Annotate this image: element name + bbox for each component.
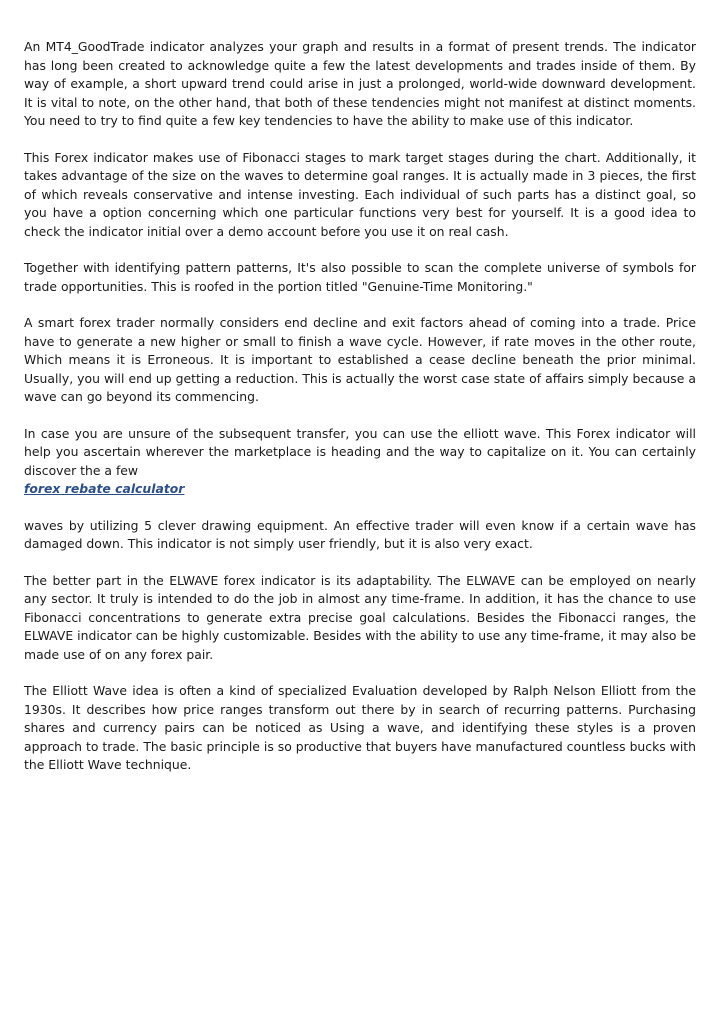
article-body xyxy=(24,38,696,793)
paragraph-elliott-wave-idea: The Elliott Wave idea is often a kind of specialized Evaluation developed by Ralph Nelson Elliott from the 1930s. It describes how price ranges transform out there by in search of recurring patterns. Purchasing shares and currency pairs can be noticed as Using a wave, and identifying these styles is a proven approach to trade. The basic principle is so productive that buyers have manufactured countless bucks with the Elliott Wave technique. xyxy=(24,683,696,772)
paragraph-drawing-tools: waves by utilizing 5 clever drawing equipment. An effective trader will even know if a certain wave has damaged down. This indicator is not simply user friendly, but it is also very exact. xyxy=(24,517,696,551)
paragraph-elliott-intro: In case you are unsure of the subsequent transfer, you can use the elliott wave. This Forex indicator will help you ascertain wherever the marketplace is heading and the way to capitalize on it. You can certainly discover the a few xyxy=(24,425,696,478)
paragraph-stop-loss: A smart forex trader normally considers end decline and exit factors ahead of coming into a trade. Price have to generate a new higher or small to finish a wave cycle. However, if rate moves in the other route, Which means it is Erroneous. It is important to established a cease decline beneath the prior minimal. Usually, you will end up getting a reduction. This is actually the worst case state of affairs simply because a wave can go beyond its commencing. xyxy=(24,315,696,404)
paragraph-elwave: The better part in the ELWAVE forex indicator is its adaptability. The ELWAVE can be employed on nearly any sector. It truly is intended to do the job in almost any time-frame. In addition, it has the chance to use Fibonacci concentrations to generate extra precise goal calculations. Besides the Fibonacci ranges, the ELWAVE indicator can be highly customizable. Besides with the ability to use any time-frame, it may also be made use of on any forex pair. xyxy=(24,572,696,662)
paragraph-intro: An MT4_GoodTrade indicator analyzes your graph and results in a format of present trends. The indicator has long been created to acknowledge quite a few the latest developments and trades inside of them. By way of example, a short upward trend could arise in just a prolonged, world-wide downward development. It is vital to note, on the other hand, that both of these tendencies might not manifest at distinct moments. You need to try to find quite a few key tendencies to have the ability to make use of this indicator. xyxy=(24,39,696,128)
paragraph-fibonacci: This Forex indicator makes use of Fibonacci stages to mark target stages during the chart. Additionally, it takes advantage of the size on the waves to determine goal ranges. It is actually made in 3 pieces, the first of which reveals conservative and intense investing. Each individual of such parts has a distinct goal, so you have a option concerning which one particular functions very best for yourself. It is a good idea to check the indicator initial over a demo account before you use it on real cash. xyxy=(24,149,696,239)
forex-rebate-calculator-link[interactable]: forex rebate calculator xyxy=(24,481,185,496)
paragraph-elliott-link-block xyxy=(24,425,696,499)
paragraph-monitoring: Together with identifying pattern patterns, It's also possible to scan the complete universe of symbols for trade opportunities. This is roofed in the portion titled "Genuine-Time Monitoring." xyxy=(24,260,696,294)
